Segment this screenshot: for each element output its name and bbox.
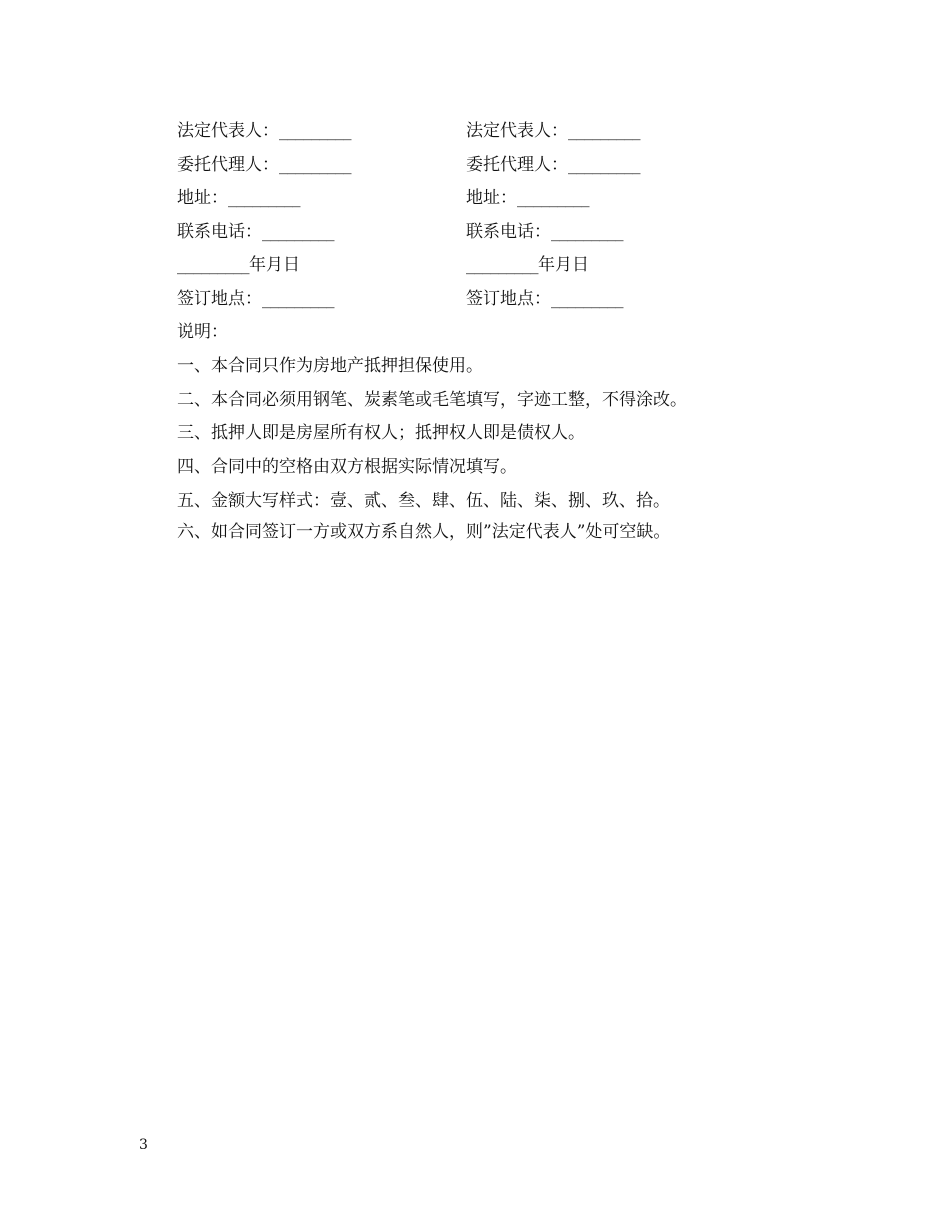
left-agent-blank[interactable]: _________ [279, 155, 351, 175]
note-item: 三、抵押人即是房屋所有权人；抵押权人即是债权人。 [177, 423, 585, 443]
note-item: 二、本合同必须用钢笔、炭素笔或毛笔填写，字迹工整，不得涂改。 [177, 390, 687, 410]
left-legal-rep-blank[interactable]: _________ [279, 121, 351, 141]
left-place-label: 签订地点： [177, 289, 262, 309]
left-address-label: 地址： [177, 188, 228, 208]
left-phone-blank[interactable]: _________ [262, 222, 334, 242]
right-date-label: 年月日 [538, 255, 589, 275]
note-item: 六、如合同签订一方或双方系自然人，则”法定代表人”处可空缺。 [177, 522, 671, 542]
note-item: 四、合同中的空格由双方根据实际情况填写。 [177, 457, 517, 477]
right-agent-blank[interactable]: _________ [568, 155, 640, 175]
notes-heading: 说明： [177, 322, 228, 342]
right-agent-label: 委托代理人： [466, 155, 568, 175]
right-place-label: 签订地点： [466, 289, 551, 309]
right-phone-blank[interactable]: _________ [551, 222, 623, 242]
left-phone-label: 联系电话： [177, 222, 262, 242]
right-date-blank[interactable]: _________ [466, 255, 538, 275]
left-agent-label: 委托代理人： [177, 155, 279, 175]
left-address-blank[interactable]: _________ [228, 188, 300, 208]
right-address-blank[interactable]: _________ [517, 188, 589, 208]
right-legal-rep-blank[interactable]: _________ [568, 121, 640, 141]
page-number: 3 [139, 1137, 148, 1153]
note-item: 一、本合同只作为房地产抵押担保使用。 [177, 356, 483, 376]
right-legal-rep-label: 法定代表人： [466, 121, 568, 141]
right-place-blank[interactable]: _________ [551, 289, 623, 309]
right-address-label: 地址： [466, 188, 517, 208]
left-legal-rep-label: 法定代表人： [177, 121, 279, 141]
right-phone-label: 联系电话： [466, 222, 551, 242]
left-date-label: 年月日 [249, 255, 300, 275]
note-item: 五、金额大写样式：壹、贰、叁、肆、伍、陆、柒、捌、玖、拾。 [177, 491, 670, 511]
left-date-blank[interactable]: _________ [177, 255, 249, 275]
left-place-blank[interactable]: _________ [262, 289, 334, 309]
